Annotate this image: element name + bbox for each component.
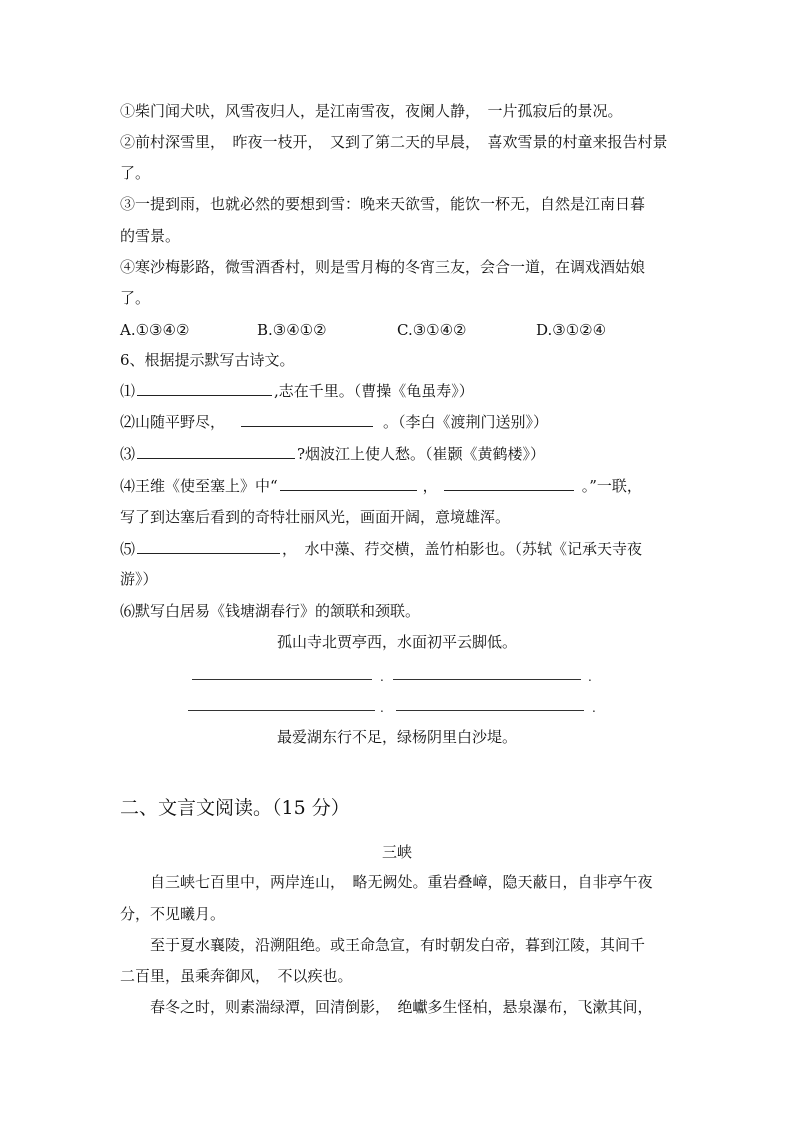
q6-item4-tail: 。”一联， [581, 477, 642, 495]
option-2-line1: ②前村深雪里， 昨夜一枝开， 又到了第二天的早晨， 喜欢雪景的村童来报告村景 [120, 133, 668, 151]
q6-item1-text: ,志在千里。（曹操《龟虽寿》） [274, 382, 474, 400]
option-4-line1: ④寒沙梅影路，微雪酒香村，则是雪月梅的冬宵三友，会合一道，在调戏酒姑娘 [120, 258, 646, 276]
q6-item1-num: ⑴ [120, 382, 136, 400]
poem-dot: . [380, 701, 384, 715]
q6-item5 [120, 539, 642, 559]
q6-item5-text: ， 水中藻、荇交横，盖竹柏影也。（苏轼《记承天寺夜 [282, 540, 643, 558]
q6-item3-text: ?烟波江上使人愁。（崔颢《黄鹤楼》） [297, 445, 546, 463]
q6-title: 6、根据提示默写古诗文。 [120, 351, 295, 369]
q6-item4 [120, 476, 642, 496]
answer-blank[interactable] [137, 381, 272, 396]
q6-item4-mid: ， [422, 477, 438, 495]
poem-dot: . [588, 670, 592, 684]
section-heading: 二、文言文阅读。（15 分） [120, 797, 350, 819]
poem-dot: . [592, 701, 596, 715]
q6-item3 [120, 444, 545, 464]
q6-item4-head: ⑷王维《使至塞上》中“ [120, 477, 278, 495]
q6-item1 [120, 381, 474, 401]
q6-item6: ⑹默写白居易《钱塘湖春行》的颔联和颈联。 [120, 602, 421, 620]
answer-blank[interactable] [241, 412, 373, 427]
q6-item4-line2: 写了到达塞后看到的奇特壮丽风光，画面开阔，意境雄浑。 [120, 508, 511, 526]
passage-p3-line1: 春冬之时，则素湍绿潭，回清倒影， 绝巘多生怪柏，悬泉瀑布，飞漱其间， [150, 998, 653, 1016]
answer-blank[interactable] [444, 476, 574, 491]
option-3-line2: 的雪景。 [120, 227, 181, 245]
q6-item2 [120, 412, 548, 432]
option-4-line2: 了。 [120, 289, 151, 307]
q6-item2-tail: 。（李白《渡荆门送别》） [383, 413, 549, 431]
poem-blank[interactable] [192, 679, 372, 680]
poem-line-1: 孤山寺北贾亭西，水面初平云脚低。 [276, 633, 517, 651]
passage-title: 三峡 [381, 843, 412, 861]
poem-line-4: 最爱湖东行不足，绿杨阴里白沙堤。 [276, 728, 517, 746]
answer-blank[interactable] [280, 476, 417, 491]
answer-blank[interactable] [137, 539, 280, 554]
passage-p2-line2: 二百里，虽乘奔御风， 不以疾也。 [120, 967, 353, 985]
poem-blank[interactable] [188, 710, 375, 711]
choice-c[interactable]: C.③①④② [397, 321, 467, 339]
option-3-line1: ③一提到雨，也就必然的要想到雪：晚来天欲雪，能饮一杯无，自然是江南日暮 [120, 195, 646, 213]
q6-item3-num: ⑶ [120, 445, 136, 463]
q6-item2-text: ⑵山随平野尽， [120, 413, 226, 431]
answer-blank[interactable] [137, 444, 295, 459]
poem-blank[interactable] [393, 679, 581, 680]
poem-dot: . [380, 670, 384, 684]
q6-item5-line2: 游》） [120, 570, 158, 588]
choice-a[interactable]: A.①③④② [120, 321, 190, 339]
choice-d[interactable]: D.③①②④ [536, 321, 607, 339]
q6-item5-num: ⑸ [120, 540, 136, 558]
poem-blank[interactable] [396, 710, 584, 711]
choice-row [120, 320, 606, 340]
passage-p1-line1: 自三峡七百里中，两岸连山， 略无阙处。重岩叠嶂，隐天蔽日，自非亭午夜 [150, 873, 653, 891]
option-2-line2: 了。 [120, 164, 151, 182]
passage-p1-line2: 分，不见曦月。 [120, 905, 226, 923]
option-1: ①柴门闻犬吠，风雪夜归人，是江南雪夜，夜阑人静， 一片孤寂后的景况。 [120, 102, 623, 120]
passage-p2-line1: 至于夏水襄陵，沿溯阻绝。或王命急宣，有时朝发白帝，暮到江陵，其间千 [150, 936, 646, 954]
choice-b[interactable]: B.③④①② [257, 321, 327, 339]
